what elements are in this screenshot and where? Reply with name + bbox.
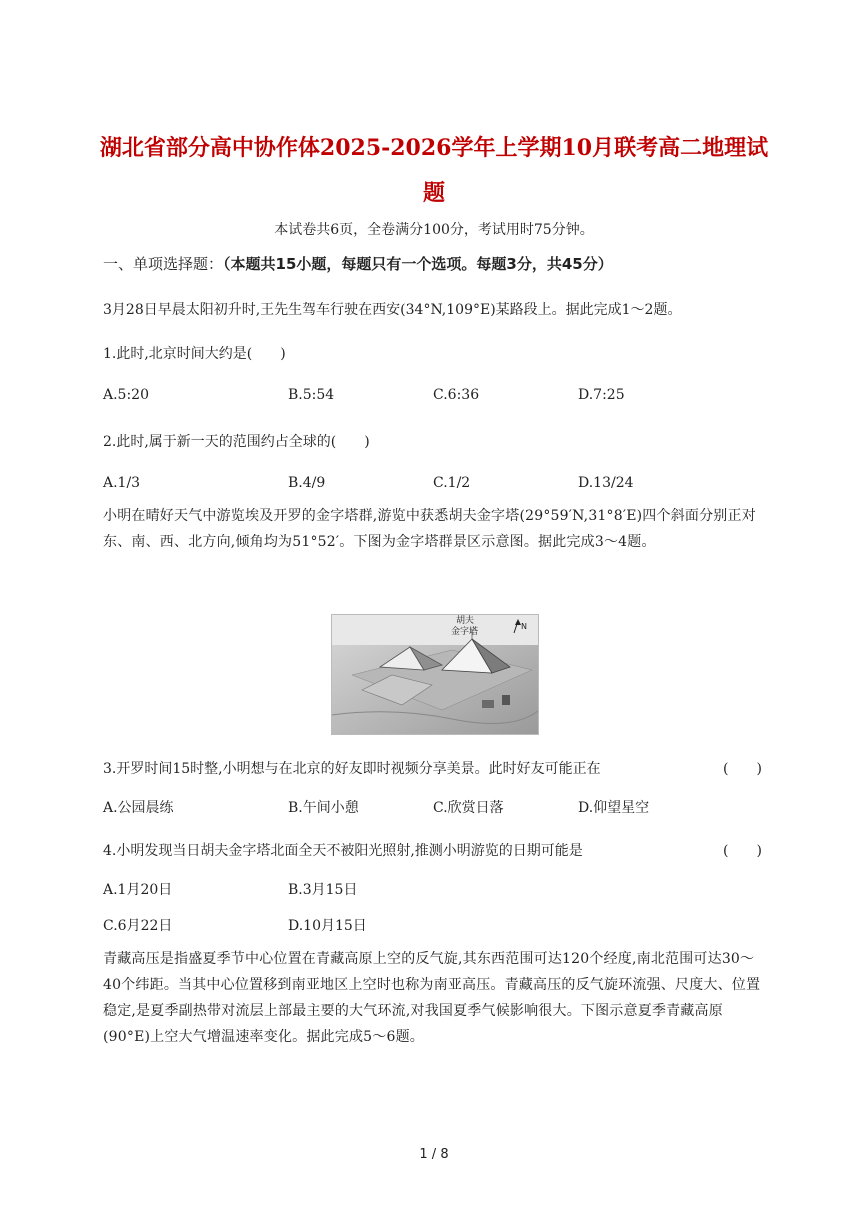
q1-option-a: A.5:20 (103, 387, 149, 403)
question-1-stem: 1.此时,北京时间大约是( ) (103, 346, 286, 362)
q4-answer-bracket: ( ) (723, 843, 762, 859)
section-note: （本题共15小题，每题只有一个选项。每题3分，共45分） (223, 255, 613, 273)
q2-option-d: D.13/24 (578, 475, 634, 491)
material-3: 青藏高压是指盛夏季节中心位置在青藏高原上空的反气旋,其东西范围可达120个经度,南北范围可达30～40个纬距。当其中心位置移到南亚地区上空时也称为南亚高压。青藏高压的反气旋环流强、尺度大、位置稳定,是夏季副热带对流层上部最主要的大气环流,对我国夏季气候影响很大。下图示意夏季青藏高原(90°E)上空大气增温速率变化。据此完成5～6题。 (103, 951, 761, 1045)
question-2-stem: 2.此时,属于新一天的范围约占全球的( ) (103, 434, 370, 450)
q3-option-c: C.欣赏日落 (433, 800, 504, 816)
section-title: 一、单项选择题： (103, 255, 224, 273)
q4-option-d: D.10月15日 (288, 918, 367, 934)
q4-option-a: A.1月20日 (103, 882, 173, 898)
q1-option-b: B.5:54 (288, 387, 335, 403)
material-1: 3月28日早晨太阳初升时,王先生驾车行驶在西安(34°N,109°E)某路段上。据此完成1～2题。 (103, 302, 682, 318)
q3-option-a: A.公园晨练 (103, 800, 174, 816)
q4-option-b: B.3月15日 (288, 882, 358, 898)
q3-answer-bracket: ( ) (723, 761, 762, 777)
exam-info: 本试卷共6页，全卷满分100分，考试用时75分钟。 (274, 222, 594, 238)
page-title-line2: 题 (422, 180, 445, 206)
page-number: 1 / 8 (419, 1147, 449, 1162)
north-symbol: N (521, 622, 527, 631)
pyramid-figure (331, 614, 539, 735)
q1-option-c: C.6:36 (433, 387, 480, 403)
q3-option-d: D.仰望星空 (578, 800, 650, 816)
pyramid-complex-image (332, 615, 538, 734)
material-2: 小明在晴好天气中游览埃及开罗的金字塔群,游览中获悉胡夫金字塔(29°59′N,31°8′E)四个斜面分别正对东、南、西、北方向,倾角均为51°52′。下图为金字塔群景区示意图。据此完成3～4题。 (103, 508, 756, 550)
q2-option-c: C.1/2 (433, 475, 471, 491)
q2-option-b: B.4/9 (288, 475, 326, 491)
figure-label-line2: 金字塔 (451, 627, 479, 637)
q4-option-c: C.6月22日 (103, 918, 173, 934)
section-heading (103, 253, 613, 274)
q2-option-a: A.1/3 (103, 475, 141, 491)
q3-option-b: B.午间小憩 (288, 800, 359, 816)
question-3-stem: 3.开罗时间15时整,小明想与在北京的好友即时视频分享美景。此时好友可能正在 (103, 761, 601, 777)
question-4-stem: 4.小明发现当日胡夫金字塔北面全天不被阳光照射,推测小明游览的日期可能是 (103, 843, 583, 859)
page-title-line1: 湖北省部分高中协作体2025-2026学年上学期10月联考高二地理试 (99, 135, 769, 161)
q1-option-d: D.7:25 (578, 387, 625, 403)
figure-label-line1: 胡夫 (456, 616, 475, 626)
